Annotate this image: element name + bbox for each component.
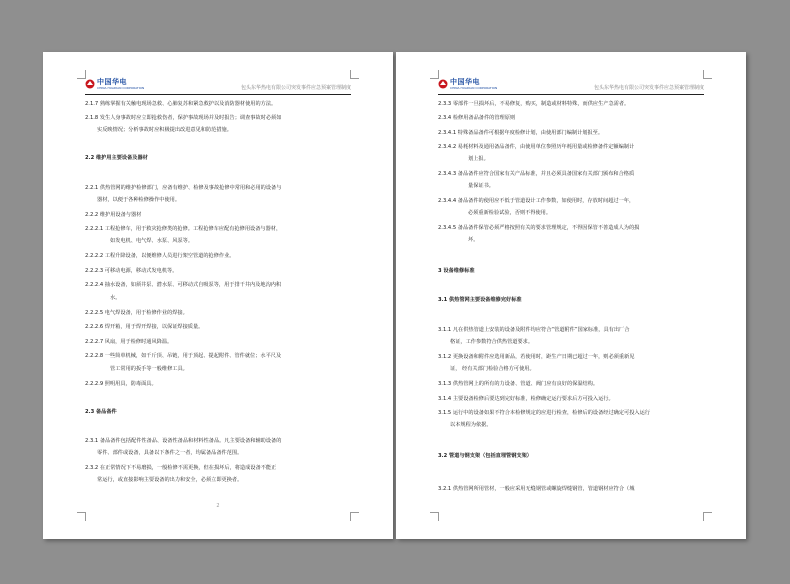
crop-mark — [703, 512, 712, 521]
text-line: 2.3.4.1 特殊备品备件可根据年度检修计划，由使用部门编制计划报至。 — [438, 130, 604, 136]
text-line: 2.2.2.5 电气焊设备，用于检修作业的焊接。 — [85, 310, 188, 316]
text-line: 实反映情况；分析事故时应积极提出改进意见和防范措施。 — [97, 127, 232, 133]
text-line: 2.3.4.2 易耗材料及通用备品备件，由使用单位参照历年耗用量或检修备件定额编制计 — [438, 144, 635, 150]
text-line: 常运行，或直接影响主要设备的出力和安全，必须立即更换者。 — [97, 477, 243, 483]
text-line: 格证，工作参数符合供热管道要求。 — [450, 339, 534, 345]
text-line: 2.2.2.4 抽水设备，如须井泵、潜水泵、可移动式自吸泵等，用于排干井内及地沟内积 — [85, 282, 282, 288]
section-heading: 3 设备维修标准 — [438, 268, 475, 274]
text-line: 坏。 — [468, 237, 479, 243]
text-line: 以本规程为依据。 — [450, 422, 492, 428]
logo-text-cn: 中国华电 — [450, 78, 480, 86]
crop-mark — [77, 512, 86, 521]
text-line: 2.2.1 供热管网的维护检修部门，应备有维护、检修及事故抢修中常用和必用的设备与 — [85, 185, 282, 191]
logo-text-en: CHINA HUADIAN CORPORATION — [450, 86, 498, 90]
text-line: 2.2.2.2 工程升降设备，以便维修人员进行架空管道的抢修作业。 — [85, 253, 235, 259]
text-line: 管工常用的扳手等一般维修工具。 — [110, 366, 188, 372]
text-line: 3.1.2 更换设备和附件应选用新品，若使用时，距生产日期已超过一年，则必须重新见 — [438, 354, 635, 360]
page-header — [438, 80, 704, 95]
text-line: 2.1.7 熟练掌握有关触电现场急救、心肺复苏和紧急救护以及消防器材使用的方法。 — [85, 101, 277, 107]
logo-icon — [438, 79, 448, 89]
section-heading: 3.2 管道与钢支架（包括直埋管钢支架） — [438, 453, 532, 459]
logo-text-en: CHINA HUADIAN CORPORATION — [97, 86, 145, 90]
text-line: 2.2.2 维护用设备与器材 — [85, 212, 142, 218]
page-header — [85, 80, 351, 95]
text-line: 如发电机、电气焊、水泵、风泵等。 — [110, 238, 194, 244]
document-page-2 — [396, 52, 746, 539]
text-line: 3.1.1 凡在供热管道上安装的设备及附件均应符合“管道附件”国家标准，具有出厂合 — [438, 327, 630, 333]
crop-mark — [350, 512, 359, 521]
header-title: 包头东华热电有限公司突发事件应急预案管理制度 — [240, 85, 351, 91]
page-number: 2 — [216, 503, 220, 509]
text-line: 3.1.4 主要设备检修后要达到完好标准，检修确定运行要求后方可投入运行。 — [438, 396, 614, 402]
text-line: 量保证书。 — [468, 183, 494, 189]
header-title: 包头东华热电有限公司突发事件应急预案管理制度 — [593, 85, 704, 91]
text-line: 3.2.1 供热管网所用管材，一般应采用无缝钢管或螺旋焊缝钢管，管道钢材应符合（城 — [438, 486, 635, 492]
section-heading: 2.3 备品备件 — [85, 409, 117, 415]
crop-mark — [703, 70, 712, 79]
text-line: 2.3.2 在正常情况下不易磨损，一般检修不需更换，但在损坏后，将造成设备不能正 — [85, 465, 277, 471]
text-line: 2.1.8 发生人身事故时应立即抢救伤者，保护事故现场并及时报告；调查事故时必须如 — [85, 115, 282, 121]
text-line: 2.3.1 备品备件包括配件性备品、设备性备品和材料性备品。凡主要设备和辅助设备的 — [85, 438, 282, 444]
text-line: 2.3.4.5 备品备件保管必须严格按照有关的要求管理规定，不得因保管不善造成人为的损 — [438, 225, 640, 231]
document-page-1 — [43, 52, 393, 539]
section-heading: 3.1 供热管网主要设备维修完好标准 — [438, 297, 522, 303]
text-line: 2.3.3 零部件一旦损坏后，不易修复，购买，制造或材料特殊，而供应生产急需者。 — [438, 101, 630, 107]
text-line: 3.1.3 供热管网上的所有的力设备、管道、阀门应有良好的保温结构。 — [438, 381, 599, 387]
text-line: 水。 — [110, 295, 121, 301]
text-line: 证， 经有关部门检验合格方可使用。 — [450, 366, 535, 372]
text-line: 器材，以便于各种检修操作中使用。 — [97, 197, 181, 203]
text-line: 必须重新检验试验，否则不得使用。 — [468, 210, 552, 216]
text-line: 2.3.4.4 备品备件的使用应不低于管道设计工作参数，如使用时，存放时间超过一年， — [438, 198, 635, 204]
logo-text-cn: 中国华电 — [97, 78, 127, 86]
section-heading: 2.2 维护用主要设备及器材 — [85, 155, 148, 161]
text-line: 2.2.2.3 可移动电源，移动式发电机等。 — [85, 268, 178, 274]
text-line: 2.2.2.6 焊开箱，用于焊开焊接，以保证焊接质量。 — [85, 324, 204, 330]
text-line: 2.3.4 检修用备品备件的管理原则 — [438, 115, 516, 121]
text-line: 2.3.4.3 备品备件应符合国家有关产品标准，并且必须具备国家有关部门颁布和合格质 — [438, 171, 635, 177]
text-line: 零件、部件或设备，具备以下条件之一者，均属备品备件范围。 — [97, 450, 243, 456]
logo-icon — [85, 79, 95, 89]
crop-mark — [430, 512, 439, 521]
text-line: 2.2.2.9 照明用具，防毒面具。 — [85, 381, 157, 387]
text-line: 2.2.2.7 风扇，用于检修时通风降温。 — [85, 339, 173, 345]
company-logo — [438, 78, 497, 94]
crop-mark — [350, 70, 359, 79]
text-line: 划上报。 — [468, 156, 489, 162]
text-line: 2.2.2.1 工程抢修车，用于救灾抢修类的抢修。工程抢修车应配有抢修用设备与器材， — [85, 226, 282, 232]
text-line: 2.2.2.8 一些简单机械，如千斤顶、吊链，用于顶起、提起附件、管件就位；水平尺及 — [85, 353, 282, 359]
company-logo — [85, 78, 144, 94]
text-line: 3.1.5 运行中的设备如果不符合本检修规定的应进行检查，检修后的设备经过确定可投入运行 — [438, 410, 650, 416]
